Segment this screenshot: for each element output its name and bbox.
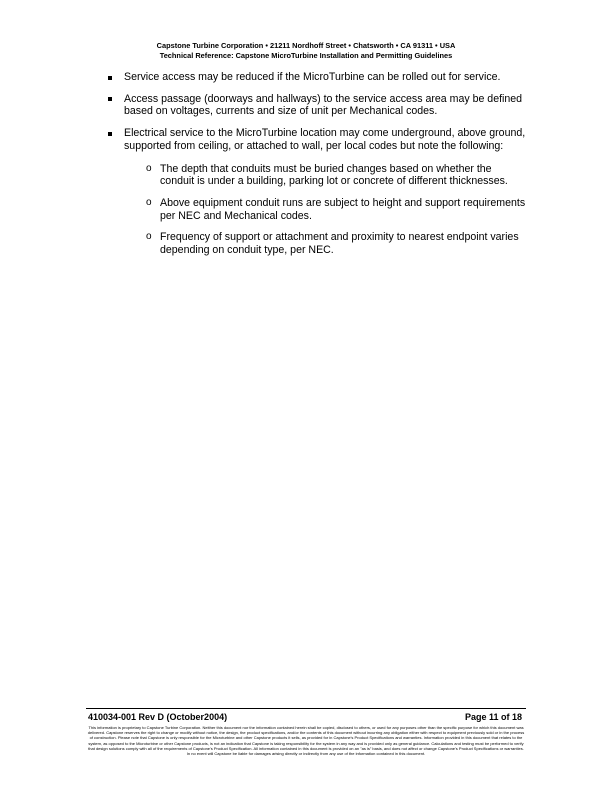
list-item xyxy=(106,71,526,84)
list-item xyxy=(106,127,526,257)
sub-bullet-text: Above equipment conduit runs are subject to height and support requirements per NEC and Mechanical codes. xyxy=(160,196,526,222)
bullet-text: Service access may be reduced if the MicroTurbine can be rolled out for service. xyxy=(124,71,501,83)
document-id: 410034-001 Rev D (October2004) xyxy=(88,712,228,722)
sub-list-item xyxy=(124,197,526,222)
sub-list-item xyxy=(124,231,526,256)
sub-bullet-text: Frequency of support or attachment and proximity to nearest endpoint varies depending on conduit type, per NEC. xyxy=(160,231,519,257)
bullet-text: Access passage (doorways and hallways) to the service access area may be defined based on voltages, currents and size of unit per Mechanical codes. xyxy=(124,92,523,118)
page-number: Page 11 of 18 xyxy=(464,712,522,722)
footer-divider xyxy=(86,708,526,709)
square-bullet-icon xyxy=(108,97,112,101)
square-bullet-icon xyxy=(108,76,112,80)
circle-bullet-icon: o xyxy=(146,162,152,174)
square-bullet-icon xyxy=(108,132,112,136)
bullet-text: Electrical service to the MicroTurbine location may come underground, above ground, supported from ceiling, or attached to wall, per local codes but note the following: xyxy=(124,127,526,152)
list-item xyxy=(106,93,526,118)
legal-disclaimer: This information is proprietary to Capstone Turbine Corporation. Neither this document nor the information contained herein shall be copied, disclosed to others, or used for any purposes other than the specific purpose for which this document was delivered. Capstone reserves the right to change or modify without notice, the design, the product specifications, and/or the contents of this document without incurring any obligation either with respect to equipment previously sold or in the process of construction. Please note that Capstone is only responsible for the Microturbine and other Capstone products it sells, as provided for in Capstone's Product Specifications and warranties. Information provided in this document that relates to the system, as opposed to the Microturbine or other Capstone products, is not an indication that Capstone is taking responsibility for the system in any way and is provided only as general guidance. Calculations and testing must be performed to verify that design solutions comply with all of the requirements of Capstone's Product Specification. All information contained in this document is provided on an "as is" basis, and does not affect or change Capstone's Product Specifications or warranties. In no event will Capstone be liable for damages arising directly or indirectly from any use of the information contained in this document. xyxy=(87,725,525,757)
sub-bullet-text: The depth that conduits must be buried changes based on whether the conduit is under a building, parking lot or concrete of different thicknesses. xyxy=(160,162,508,188)
circle-bullet-icon: o xyxy=(146,196,152,208)
circle-bullet-icon: o xyxy=(146,231,152,243)
sub-list-item xyxy=(124,163,526,188)
header-address: Capstone Turbine Corporation • 21211 Nordhoff Street • Chatsworth • CA 91311 • USA xyxy=(156,41,456,50)
sub-bullet-list xyxy=(124,163,526,257)
page-header xyxy=(0,41,612,61)
bullet-list xyxy=(106,71,526,266)
header-title: Technical Reference: Capstone MicroTurbine Installation and Permitting Guidelines xyxy=(159,51,453,60)
